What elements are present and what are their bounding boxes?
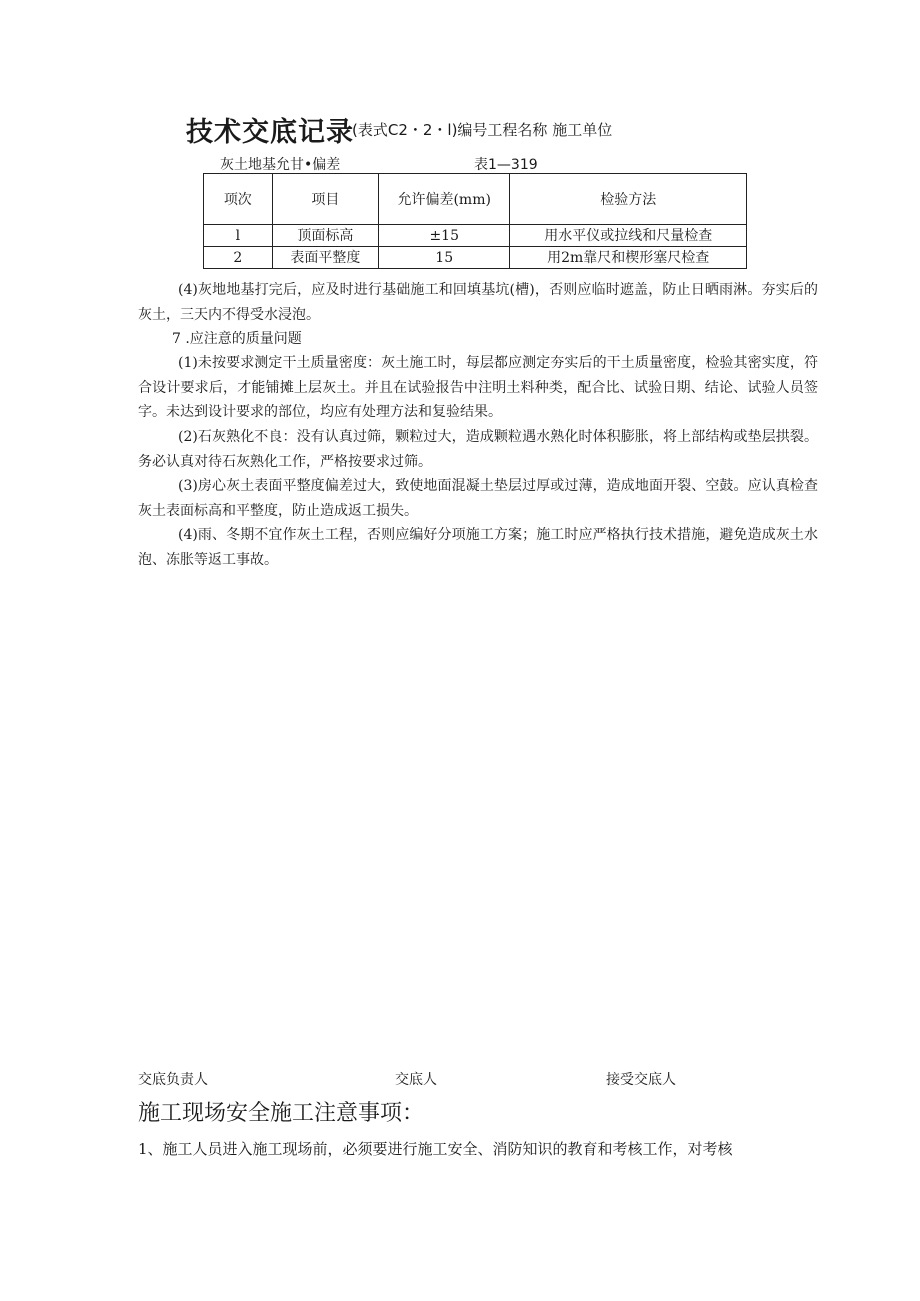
safety-heading: 施工现场安全施工注意事项： [138, 1101, 425, 1126]
table-caption: 灰土地基允甘•偏差 [220, 157, 341, 173]
safety-item-1: 1、施工人员进入施工现场前，必须要进行施工安全、消防知识的教育和考核工作，对考核 [138, 1140, 733, 1158]
table-row [204, 247, 747, 269]
table-cell: 表面平整度 [272, 247, 378, 269]
paragraph-backfill: (4)灰地地基打完后，应及时进行基础施工和回填基坑(槽)，否则应临时遮盖，防止日晒雨淋。夯实后的灰土，三天内不得受水浸泡。 [138, 282, 818, 323]
table-cell: l [204, 225, 273, 247]
table-cell: 15 [379, 247, 510, 269]
table-cell: 2 [204, 247, 273, 269]
table-header-row [204, 174, 747, 225]
signature-receiver: 接受交底人 [606, 1072, 676, 1088]
document-title: 技术交底记录 [186, 117, 354, 148]
table-row [204, 225, 747, 247]
paragraph-lime: (2)石灰熟化不良：没有认真过筛，颗粒过大，造成颗粒遇水熟化时体积膨胀，将上部结构或垫层拱裂。务必认真对待石灰熟化工作，严格按要求过筛。 [138, 429, 818, 470]
paragraph-density: (1)未按要求测定干土质量密度：灰土施工时，每层都应测定夯实后的干土质量密度，检验其密实度，符合设计要求后，才能铺摊上层灰土。并且在试验报告中注明土料种类，配合比、试验日期、结论、试验人员签字。未达到设计要求的部位，均应有处理方法和复验结果。 [138, 355, 818, 420]
signature-giver: 交底人 [395, 1072, 437, 1088]
table-cell: 用水平仪或拉线和尺量检查 [510, 225, 747, 247]
tolerance-table [203, 173, 747, 269]
column-header: 检验方法 [510, 174, 747, 225]
column-header: 项次 [204, 174, 273, 225]
signature-lead: 交底负责人 [138, 1072, 208, 1088]
table-cell: 用2m靠尺和楔形塞尺检查 [510, 247, 747, 269]
paragraph-weather: (4)雨、冬期不宜作灰土工程，否则应编好分项施工方案；施工时应严格执行技术措施，避免造成灰土水泡、冻胀等返工事故。 [138, 527, 818, 568]
table-cell: ±15 [379, 225, 510, 247]
column-header: 项目 [272, 174, 378, 225]
table-number: 表1—319 [474, 157, 538, 173]
column-header: 允许偏差(mm) [379, 174, 510, 225]
section-heading-quality: 7 .应注意的质量问题 [172, 331, 302, 347]
paragraph-flatness: (3)房心灰土表面平整度偏差过大，致使地面混凝土垫层过厚或过薄，造成地面开裂、空鼓。应认真检查灰土表面标高和平整度，防止造成返工损失。 [138, 478, 818, 519]
table-cell: 顶面标高 [272, 225, 378, 247]
document-subtitle: (表式C2・2・l)编号工程名称 施工单位 [352, 121, 613, 139]
